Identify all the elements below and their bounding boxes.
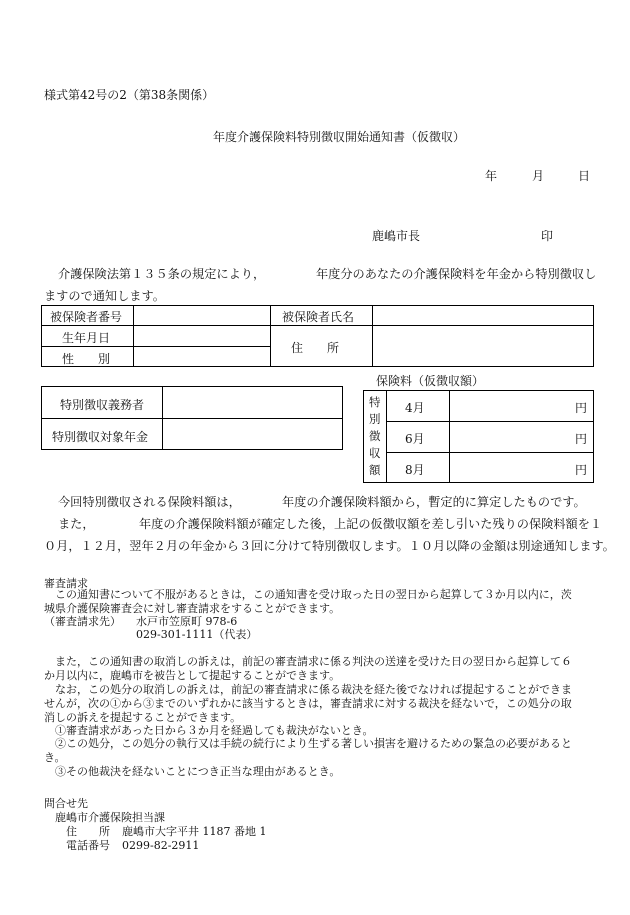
- contact-department: 鹿嶋市介護保険担当課: [55, 811, 165, 824]
- obligor-label: 特別徴収義務者: [60, 398, 145, 412]
- address-label: 住 所: [291, 341, 340, 355]
- review-p3-line-3: 消しの訴えを提起することができます。: [44, 711, 242, 724]
- issuer-name: 鹿嶋市長: [372, 229, 421, 243]
- review-destination-phone: 029-301-1111（代表）: [136, 628, 258, 641]
- premium-unit-june: 円: [575, 432, 588, 446]
- date-day: 日: [578, 169, 591, 183]
- review-p2-line-1: また，この通知書の取消しの訴えは，前記の審査請求に係る判決の送達を受けた日の翌日から起算して６: [55, 655, 572, 668]
- premium-month-august: 8月: [405, 463, 425, 477]
- date-year: 年: [485, 169, 498, 183]
- note-line-3: ０月，１２月，翌年２月の年金から３回に分けて特別徴収します。１０月以降の金額は別途通知します。: [44, 539, 615, 553]
- contact-heading: 問合せ先: [44, 797, 88, 810]
- contact-address-label: 住 所: [66, 825, 110, 838]
- premium-side-char-2: 別: [369, 412, 381, 426]
- birth-date-label: 生年月日: [62, 331, 111, 345]
- review-item-2-line-1: ②この処分，この処分の執行又は手続の続行により生ずる著しい損害を避けるための緊急の必要があると: [55, 737, 572, 750]
- premium-unit-august: 円: [575, 463, 588, 477]
- intro-line-1b: 年度分のあなたの介護保険料を年金から特別徴収し: [316, 267, 597, 281]
- sex-label: 性 別: [62, 352, 111, 366]
- review-heading: 審査請求: [44, 577, 88, 590]
- premium-unit-april: 円: [575, 401, 588, 415]
- review-p1-line-2: 城県介護保険審査会に対し審査請求をすることができます。: [44, 602, 341, 615]
- premium-side-char-4: 収: [369, 446, 381, 460]
- contact-phone-label: 電話番号: [66, 839, 110, 852]
- note-line-2a: また，: [58, 517, 95, 531]
- seal-mark: 印: [541, 229, 554, 243]
- review-item-3: ③その他裁決を経ないことにつき正当な理由があるとき。: [55, 765, 341, 778]
- review-p3-line-2: せんが，次の①から③までのいずれかに該当するときは，審査請求に対する裁決を経ないで，この処分の取: [44, 697, 572, 710]
- premium-side-char-5: 額: [369, 463, 381, 477]
- intro-line-2: ますので通知します。: [44, 289, 165, 303]
- review-destination-label: （審査請求先）: [44, 615, 121, 628]
- review-p2-line-2: か月以内に，鹿嶋市を被告として提起することができます。: [44, 669, 341, 682]
- review-destination-address: 水戸市笠原町 978-6: [136, 615, 238, 628]
- insured-number-label: 被保険者番号: [50, 310, 123, 324]
- premium-side-char-3: 徴: [369, 429, 381, 443]
- review-item-2-line-2: き。: [44, 751, 66, 764]
- review-item-1: ①審査請求があった日から３か月を経過しても裁決がないとき。: [55, 724, 374, 737]
- contact-address: 鹿嶋市大字平井 1187 番地 1: [122, 825, 267, 838]
- intro-line-1a: 介護保険法第１３５条の規定により，: [58, 267, 266, 281]
- document-title: 年度介護保険料特別徴収開始通知書（仮徴収）: [213, 130, 466, 144]
- form-number: 様式第42号の2（第38条関係）: [44, 88, 215, 102]
- note-line-2b: 年度の介護保険料額が確定した後，上記の仮徴収額を差し引いた残りの保険料額を１: [139, 517, 603, 531]
- insured-name-label: 被保険者氏名: [282, 310, 355, 324]
- note-line-1b: 年度の介護保険料額から，暫定的に算定したものです。: [282, 495, 586, 509]
- review-p1-line-1: この通知書について不服があるときは，この通知書を受け取った日の翌日から起算して３か月以内に，茨: [55, 588, 572, 601]
- premium-caption: 保険料（仮徴収額）: [376, 374, 485, 388]
- premium-month-june: 6月: [405, 432, 425, 446]
- note-line-1a: 今回特別徴収される保険料額は，: [58, 495, 241, 509]
- date-month: 月: [532, 169, 545, 183]
- premium-side-char-1: 特: [369, 395, 381, 409]
- review-p3-line-1: なお，この処分の取消しの訴えは，前記の審査請求に係る裁決を経た後でなければ提起することができま: [55, 683, 572, 696]
- contact-phone: 0299-82-2911: [122, 839, 200, 852]
- premium-month-april: 4月: [405, 401, 425, 415]
- pension-label: 特別徴収対象年金: [52, 430, 149, 444]
